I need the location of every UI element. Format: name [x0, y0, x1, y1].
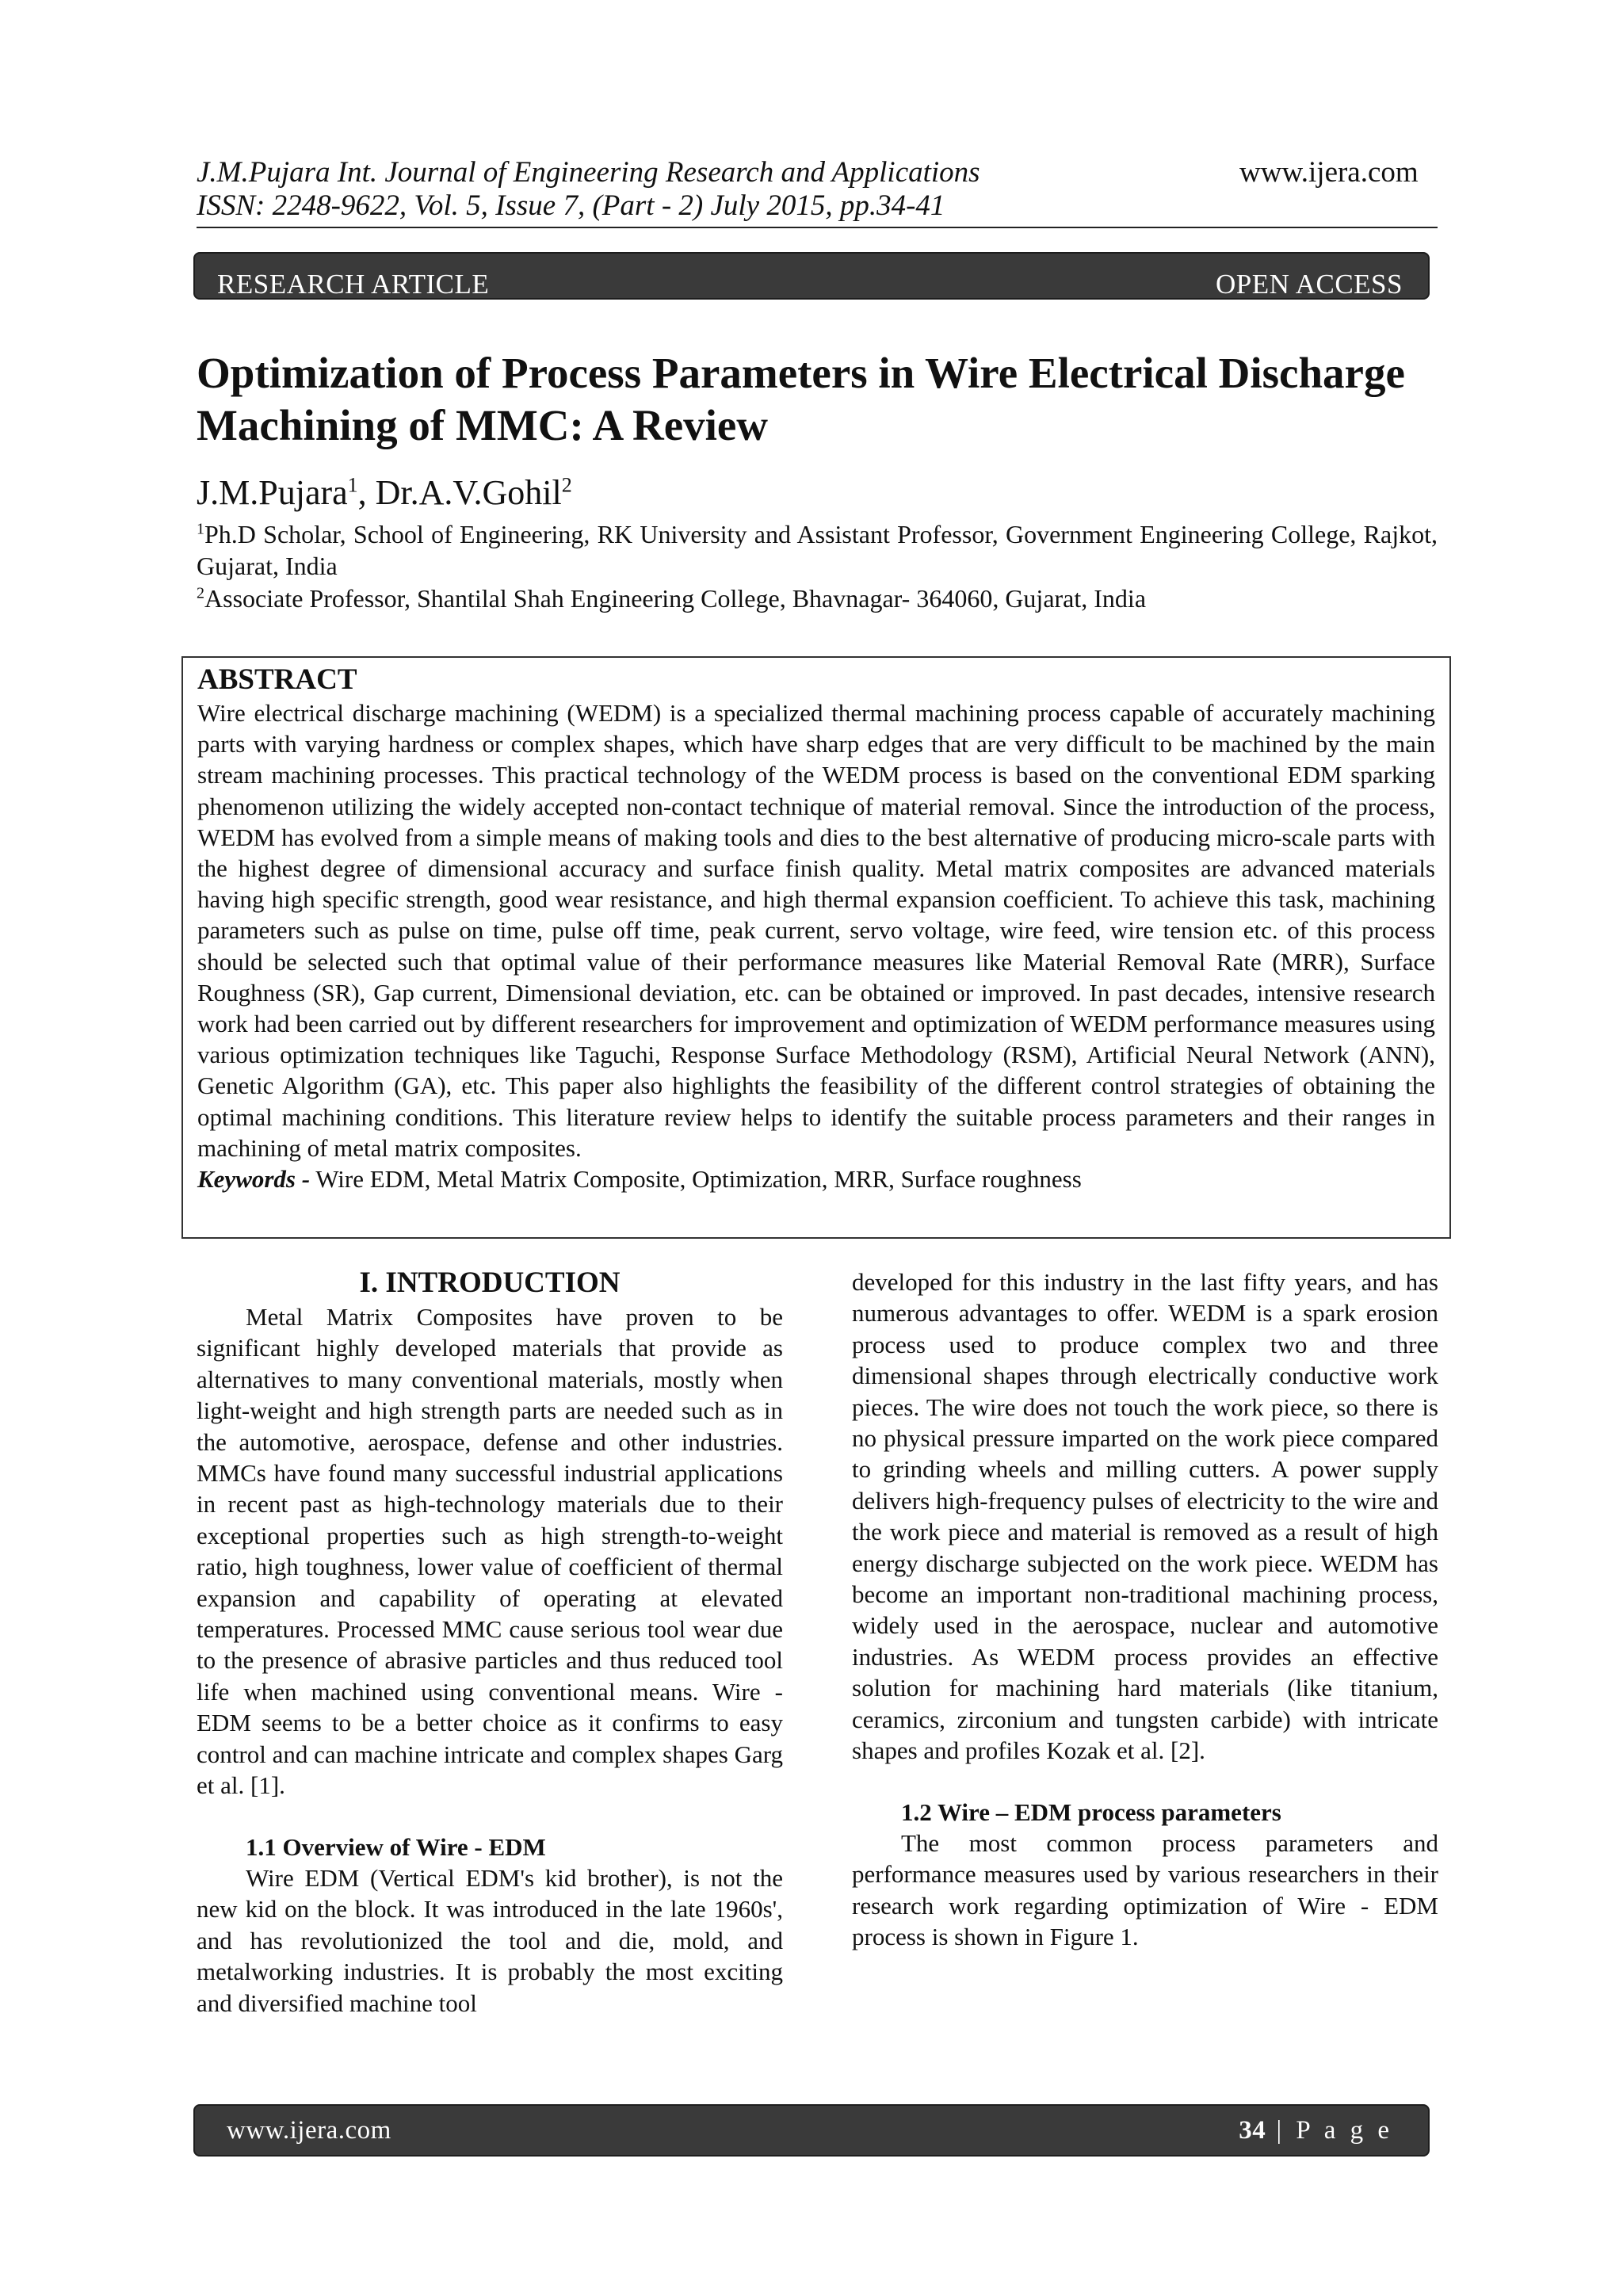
- affiliation-1-mark: 1: [197, 520, 204, 538]
- introduction-paragraph: Metal Matrix Composites have proven to be significant highly developed materials that provide as alternatives to many conventional materials, mostly when light-weight and high strength parts are needed such as in the automotive, aerospace, defense and other industries. MMCs have found many successful industrial applications in recent past as high-technology materials due to their exceptional properties such as high strength-to-weight ratio, high toughness, lower value of coefficient of thermal expansion and capability of operating at elevated temperatures. Processed MMC cause serious tool wear due to the presence of abrasive particles and thus reduced tool life when machined using conventional means. Wire - EDM seems to be a better choice as it confirms to easy control and can machine intricate and complex shapes Garg et al. [1].: [197, 1303, 783, 1800]
- abstract-box: [181, 656, 1451, 1239]
- right-column: [852, 1266, 1438, 1953]
- abstract-heading: ABSTRACT: [197, 663, 357, 696]
- process-parameters-paragraph: The most common process parameters and performance measures used by various researchers in their research work regarding optimization of Wire - EDM process is shown in Figure 1.: [852, 1828, 1438, 1951]
- affiliation-1-text: Ph.D Scholar, School of Engineering, RK University and Assistant Professor, Government Engineering College, Rajkot, Gujarat, India: [197, 520, 1438, 580]
- open-access-label: OPEN ACCESS: [1216, 269, 1403, 300]
- paper-title: Optimization of Process Parameters in Wire Electrical Discharge Machining of MMC: A Review: [197, 349, 1405, 449]
- keywords-text: Wire EDM, Metal Matrix Composite, Optimization, MRR, Surface roughness: [310, 1165, 1082, 1194]
- author-separator: ,: [357, 473, 376, 512]
- introduction-heading: I. INTRODUCTION: [359, 1266, 621, 1299]
- keywords-line: [197, 1163, 1435, 1195]
- author-2-affil-mark: 2: [561, 473, 572, 497]
- overview-wire-edm-heading: 1.1 Overview of Wire - EDM: [246, 1832, 546, 1861]
- footer-website-link[interactable]: www.ijera.com: [227, 2115, 391, 2145]
- affiliation-1: [197, 518, 1438, 582]
- abstract-body: Wire electrical discharge machining (WEDM) is a specialized thermal machining process capable of accurately machining parts with varying hardness or complex shapes, which have sharp edges that are very difficult to be machined by the main stream machining processes. This practical technology of the WEDM process is based on the conventional EDM sparking phenomenon utilizing the widely accepted non-contact technique of material removal. Since the introduction of the process, WEDM has evolved from a simple means of making tools and dies to the best alternative of producing micro-scale parts with the highest degree of dimensional accuracy and surface finish quality. Metal matrix composites are advanced materials having high specific strength, good wear resistance, and high thermal expansion coefficient. To achieve this task, machining parameters such as pulse on time, pulse off time, peak current, servo voltage, wire feed, wire tension etc. of this process should be selected such that optimal value of their performance measures like Material Removal Rate (MRR), Surface Roughness (SR), Gap current, Dimensional deviation, etc. can be obtained or improved. In past decades, intensive research work had been carried out by different researchers for improvement and optimization of WEDM performance measures using various optimization techniques like Taguchi, Response Surface Methodology (RSM), Artificial Neural Network (ANN), Genetic Algorithm (GA), etc. This paper also highlights the feasibility of the different control strategies of obtaining the optimal machining conditions. This literature review helps to identify the suitable process parameters and their ranges in machining of metal matrix composites.: [197, 699, 1435, 1162]
- process-parameters-heading: 1.2 Wire – EDM process parameters: [901, 1797, 1281, 1826]
- keywords-label: Keywords -: [197, 1165, 311, 1194]
- page-label: | P a g e: [1266, 2115, 1393, 2145]
- footer-banner: [193, 2104, 1430, 2157]
- article-type-banner: [193, 252, 1430, 300]
- research-article-label: RESEARCH ARTICLE: [217, 269, 490, 300]
- affiliation-2-mark: 2: [197, 584, 204, 602]
- header-divider: [197, 227, 1438, 228]
- page-number: [1239, 2116, 1393, 2145]
- issn-line: ISSN: 2248-9622, Vol. 5, Issue 7, (Part - 2) July 2015, pp.34-41: [197, 189, 945, 222]
- page-number-value: 34: [1239, 2115, 1266, 2145]
- author-line: [197, 472, 572, 513]
- header-website-link[interactable]: www.ijera.com: [1239, 156, 1419, 189]
- journal-header: J.M.Pujara Int. Journal of Engineering Research and Applications: [197, 156, 980, 189]
- overview-wire-edm-paragraph-part2: developed for this industry in the last fifty years, and has numerous advantages to offer. WEDM is a spark erosion process used to produce complex two and three dimensional shapes through electrically conductive work pieces. The wire does not touch the work piece, so there is no physical pressure imparted on the work piece compared to grinding wheels and milling cutters. A power supply delivers high-frequency pulses of electricity to the wire and the work piece and material is removed as a result of high energy discharge subjected on the work piece. WEDM has become an important non-traditional machining process, widely used in the aerospace, nuclear and automotive industries. As WEDM process provides an effective solution for machining hard materials (like titanium, ceramics, zirconium and tungsten carbide) with intricate shapes and profiles Kozak et al. [2].: [852, 1268, 1438, 1765]
- affiliation-2: [197, 583, 1438, 614]
- left-column: [197, 1266, 783, 2019]
- author-2: Dr.A.V.Gohil: [375, 473, 562, 512]
- overview-wire-edm-paragraph-part1: Wire EDM (Vertical EDM's kid brother), is not the new kid on the block. It was introduced in the late 1960s', and has revolutionized the tool and die, mold, and metalworking industries. It is probably the most exciting and diversified machine tool: [197, 1863, 783, 2017]
- author-1-affil-mark: 1: [347, 473, 358, 497]
- author-1: J.M.Pujara: [197, 473, 348, 512]
- affiliation-2-text: Associate Professor, Shantilal Shah Engineering College, Bhavnagar- 364060, Gujarat, India: [204, 584, 1147, 613]
